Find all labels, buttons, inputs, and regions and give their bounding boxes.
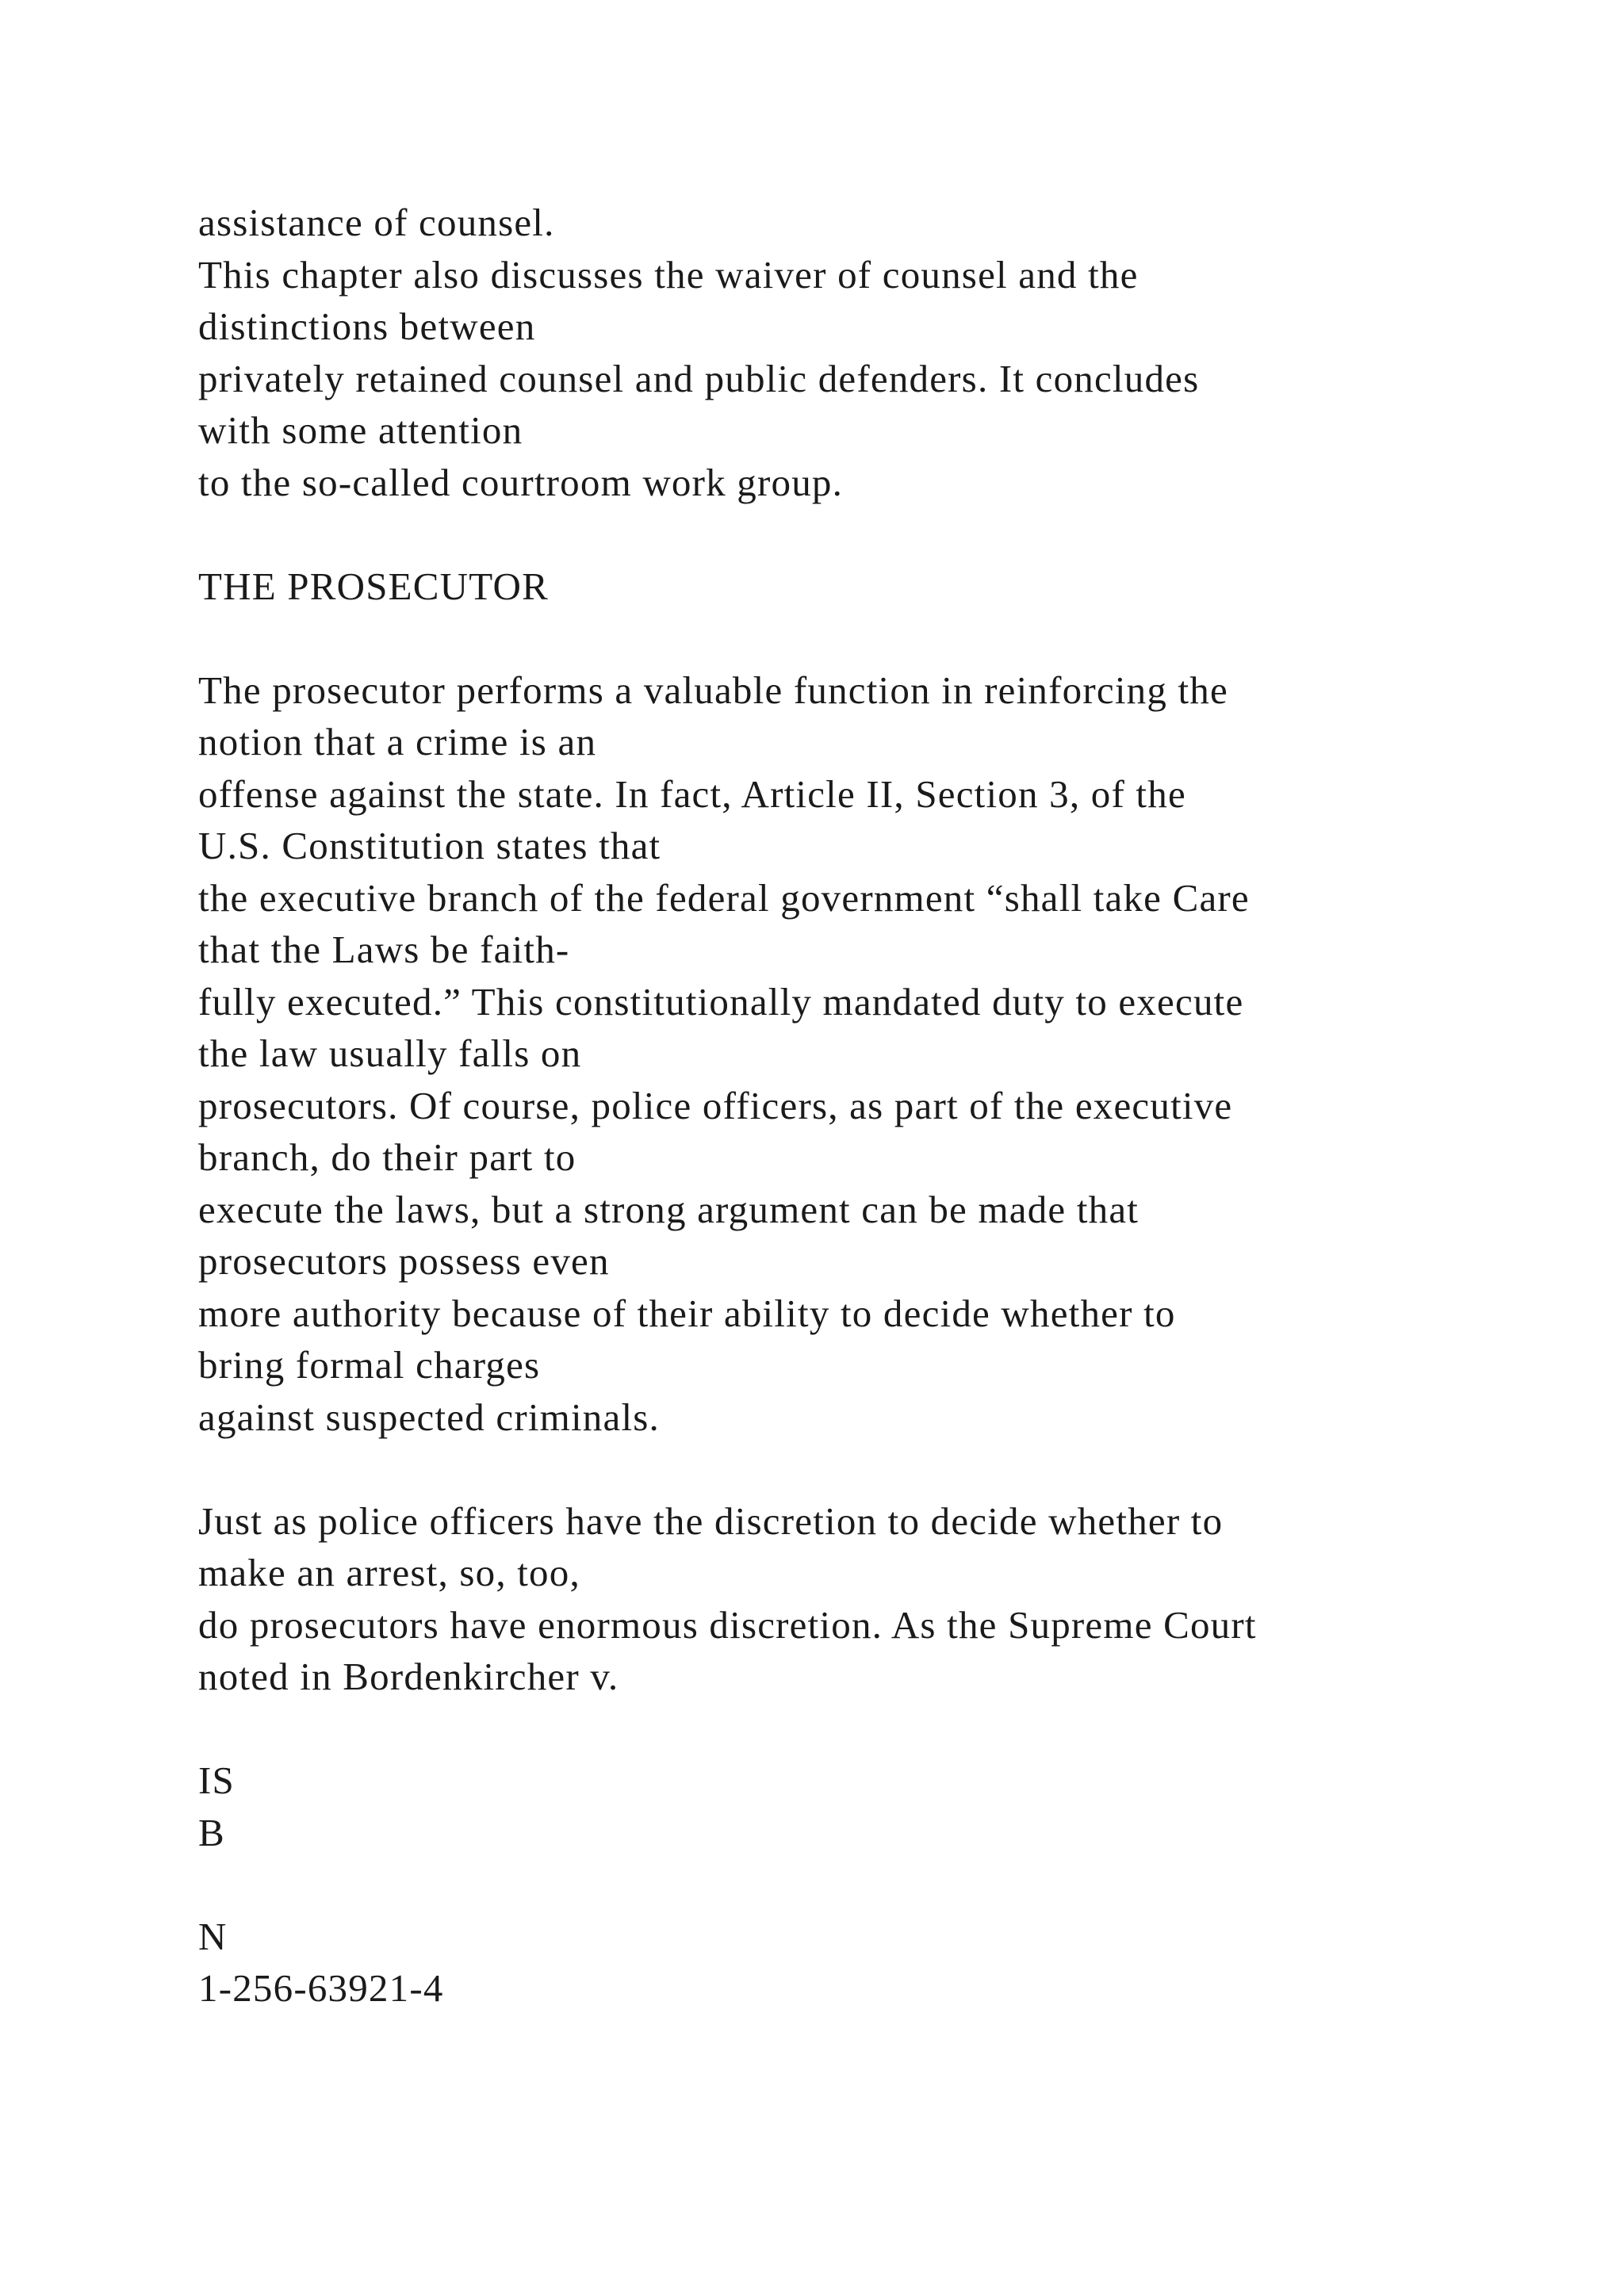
text-line: execute the laws, but a strong argument can be made that <box>198 1187 1139 1231</box>
text-line: privately retained counsel and public defenders. It concludes <box>198 356 1200 400</box>
text-line: fully executed.” This constitutionally mandated duty to execute <box>198 979 1244 1024</box>
text-line: This chapter also discusses the waiver of counsel and the <box>198 252 1139 297</box>
text-line: prosecutors. Of course, police officers, as part of the executive <box>198 1083 1233 1127</box>
text-line: Just as police officers have the discretion to decide whether to <box>198 1498 1224 1543</box>
isbn-number: 1-256-63921-4 <box>198 1966 444 2010</box>
text-line: more authority because of their ability to decide whether to <box>198 1291 1176 1335</box>
text-line: prosecutors possess even <box>198 1239 610 1283</box>
text-line: distinctions between <box>198 304 536 348</box>
text-line: assistance of counsel. <box>198 201 555 244</box>
text-line: against suspected criminals. <box>198 1395 660 1439</box>
text-line: noted in Bordenkircher v. <box>198 1655 619 1698</box>
isbn-fragment: N <box>198 1914 228 1958</box>
text-line: offense against the state. In fact, Article II, Section 3, of the <box>198 771 1186 816</box>
isbn-fragment: IS <box>198 1758 235 1802</box>
text-line: do prosecutors have enormous discretion. As the Supreme Court <box>198 1602 1257 1647</box>
text-line: U.S. Constitution states that <box>198 824 661 867</box>
text-line: to the so-called courtroom work group. <box>198 460 844 504</box>
text-line: that the Laws be faith- <box>198 928 570 971</box>
text-line: the law usually falls on <box>198 1031 582 1075</box>
text-line: The prosecutor performs a valuable function in reinforcing the <box>198 668 1228 712</box>
text-line: with some attention <box>198 408 523 452</box>
text-line: make an arrest, so, too, <box>198 1551 580 1594</box>
blank-line <box>198 508 1546 561</box>
text-line: branch, do their part to <box>198 1135 576 1179</box>
blank-line <box>198 1703 1546 1755</box>
blank-line <box>198 1443 1546 1495</box>
blank-line <box>198 1858 1546 1911</box>
section-heading: THE PROSECUTOR <box>198 564 549 608</box>
isbn-fragment: B <box>198 1810 225 1854</box>
blank-line <box>198 612 1546 664</box>
text-line: bring formal charges <box>198 1343 541 1387</box>
document-page <box>198 197 1546 2015</box>
text-line: the executive branch of the federal government “shall take Care <box>198 875 1250 920</box>
text-line: notion that a crime is an <box>198 720 597 763</box>
